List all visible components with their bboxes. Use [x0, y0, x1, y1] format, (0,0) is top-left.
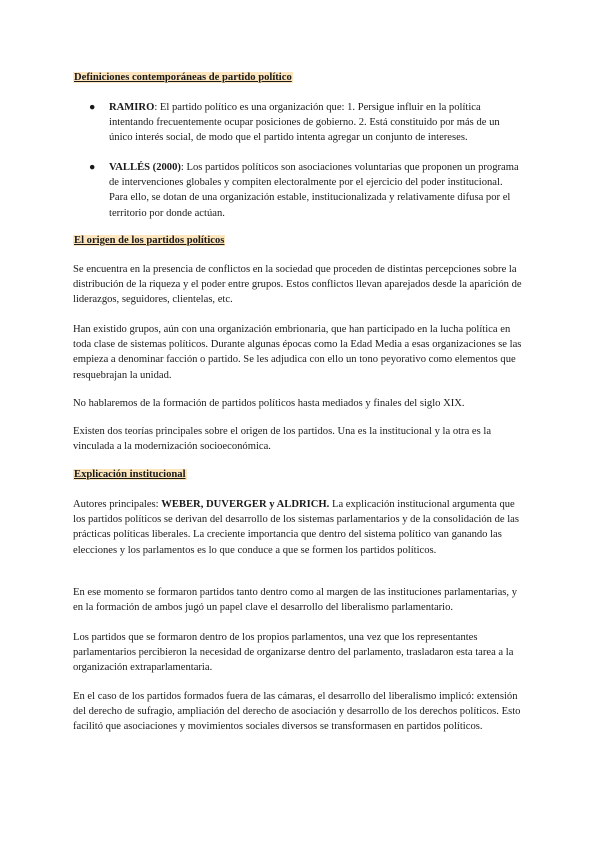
heading-definiciones — [73, 70, 523, 85]
authors-names: WEBER, DUVERGER y ALDRICH. — [161, 499, 330, 510]
origen-paragraph-2: Han existido grupos, aún con una organización embrionaria, que han participado en la lucha política en toda clase de sistemas políticos. Durante algunas épocas como la Edad Media a esas organizaciones se las empieza a denominar facción o partido. Se les adjudica con ello un tono peyorativo como elementos que resquebrajan la unidad. — [73, 324, 522, 381]
bullet-icon: ● — [89, 162, 96, 173]
definition-text: : Los partidos políticos son asociaciones voluntarias que proponen un programa de intervenciones globales y compiten electoralmente por el ejercicio del poder institucional. Para ello, se dotan de una organización estable, institucionalizada y relativamente difusa por el territorio por donde actúan. — [109, 162, 519, 219]
origen-paragraph-4: Existen dos teorías principales sobre el origen de los partidos. Una es la institucional y la otra es la vinculada a la modernización socioeconómica. — [73, 426, 492, 453]
bullet-icon: ● — [89, 102, 96, 113]
definiciones-list-2 — [73, 160, 523, 221]
explicacion-paragraph-3: Los partidos que se formaron dentro de los propios parlamentos, una vez que los representantes parlamentarios percibieron la necesidad de organizarse dentro del parlamento, trasladaron esta tarea a la organización extraparlamentaria. — [73, 632, 514, 674]
heading-explicacion-text: Explicación institucional — [74, 469, 186, 480]
list-item — [73, 100, 523, 146]
heading-origen-text: El origen de los partidos políticos — [74, 235, 225, 246]
list-item — [73, 160, 523, 221]
heading-explicacion — [73, 467, 523, 482]
authors-lead: Autores principales: — [73, 499, 162, 510]
explicacion-paragraph-4: En el caso de los partidos formados fuera de las cámaras, el desarrollo del liberalismo implicó: extensión del derecho de sufragio, ampliación del derecho de asociación y desarrollo de los derechos políticos. Esto facilitó que asociaciones y movimientos sociales diversos se transformasen en partidos políticos. — [73, 691, 521, 733]
heading-definiciones-text: Definiciones contemporáneas de partido político — [74, 72, 292, 83]
author-name: RAMIRO — [109, 102, 155, 113]
explicacion-paragraph-2: En ese momento se formaron partidos tanto dentro como al margen de las instituciones parlamentarias, y en la formación de ambos jugó un papel clave el desarrollo del liberalismo parlamentario. — [73, 587, 518, 614]
origen-paragraph-1: Se encuentra en la presencia de conflictos en la sociedad que proceden de distintas percepciones sobre la distribución de la riqueza y el poder entre grupos. Estos conflictos llevan aparejados desde la aparición de liderazgos, seguidores, clientelas, etc. — [73, 264, 522, 306]
definiciones-list — [73, 100, 523, 146]
author-name: VALLÉS (2000) — [109, 162, 181, 173]
explicacion-text: La explicación institucional argumenta que los partidos políticos se derivan del desarrollo de los sistemas parlamentarios y de la consolidación de las prácticas políticas liberales. La creciente importancia que dentro del sistema político van ganando las elecciones y los parlamentos es lo que conduce a que se formen los partidos políticos. — [73, 499, 520, 556]
definition-text: : El partido político es una organización que: 1. Persigue influir en la política intentando frecuentemente ocupar posiciones de gobierno. 2. Está constituido por más de un único interés social, de modo que el partido intenta agregar un conjunto de intereses. — [109, 102, 500, 144]
heading-origen — [73, 233, 523, 248]
origen-paragraph-3: No hablaremos de la formación de partidos políticos hasta mediados y finales del siglo XIX. — [73, 398, 465, 409]
explicacion-paragraph-1 — [73, 497, 523, 558]
